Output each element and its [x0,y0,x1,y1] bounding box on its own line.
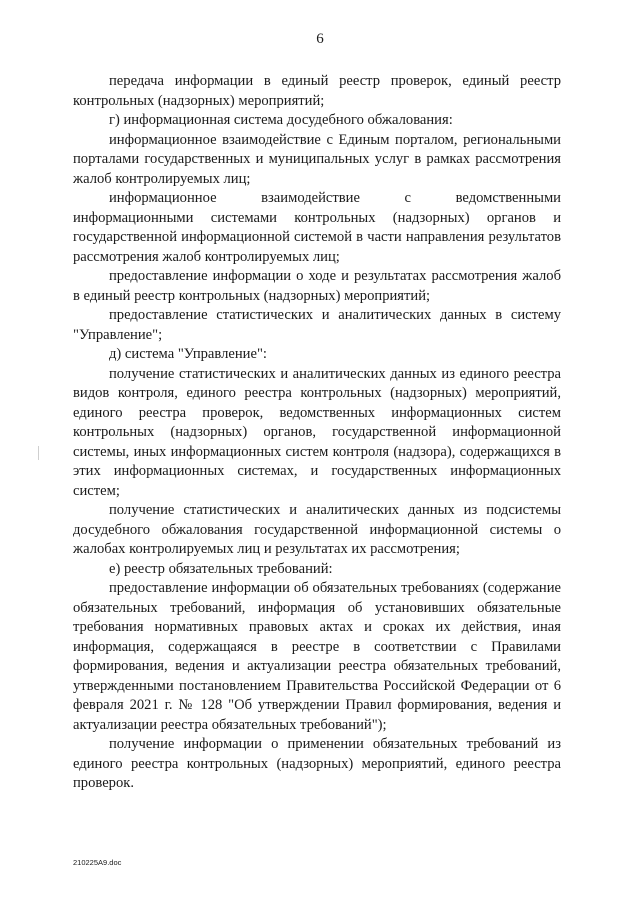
page-number: 6 [316,31,324,47]
margin-mark [38,446,39,460]
paragraph-statistics-to-management: предоставление статистических и аналитических данных в систему "Управление"; [73,307,561,343]
paragraph-receive-statistics-registries: получение статистических и аналитических данных из единого реестра видов контроля, единого реестра контрольных (надзорных) мероприятий, единого реестра проверок, ведомственных информационных систем контрольных (надзорных) органов, государственной информационной системы, иных информационных систем контроля (надзора), содержащихся в этих информационных системах, и государственных информационных систем; [73,365,561,499]
paragraph-portal-interaction: информационное взаимодействие с Единым порталом, региональными порталами государственных и муниципальных услуг в рамках рассмотрения жалоб контролируемых лиц; [73,131,561,187]
paragraph-heading-requirements-registry: е) реестр обязательных требований: [109,560,333,577]
paragraph-requirements-information: предоставление информации об обязательных требованиях (содержание обязательных требований, информация об установивших обязательные требования нормативных правовых актах и сроках их действия, иная информация, содержащаяся в реестре в соответствии с Правилами формирования, ведения и актуализации реестра обязательных требований, утвержденными постановлением Правительства Российской Федерации от 6 февраля 2021 г. № 128 "Об утверждении Правил формирования, ведения и актуализации реестра обязательных требований"); [73,580,561,733]
paragraph-requirements-application: получение информации о применении обязательных требований из единого реестра контрольных (надзорных) мероприятий, единого реестра проверок. [73,736,561,791]
document-footer-code: 210225A9.doc [73,858,122,867]
paragraph-heading-management-system: д) система "Управление": [109,346,267,362]
paragraph-heading-appeal-system: г) информационная система досудебного обжалования: [109,112,453,128]
paragraph-transfer-to-registries: передача информации в единый реестр проверок, единый реестр контрольных (надзорных) мероприятий; [73,73,561,109]
paragraph-complaint-progress: предоставление информации о ходе и результатах рассмотрения жалоб в единый реестр контрольных (надзорных) мероприятий; [73,268,561,304]
paragraph-departmental-interaction: информационное взаимодействие с ведомственными информационными системами контрольных (надзорных) органов и государственной информационной системой в части направления результатов рассмотрения жалоб контролируемых лиц; [73,190,561,265]
document-body [73,72,561,794]
paragraph-receive-statistics-appeal: получение статистических и аналитических данных из подсистемы досудебного обжалования государственной информационной системы о жалобах контролируемых лиц и результатах их рассмотрения; [73,502,561,557]
